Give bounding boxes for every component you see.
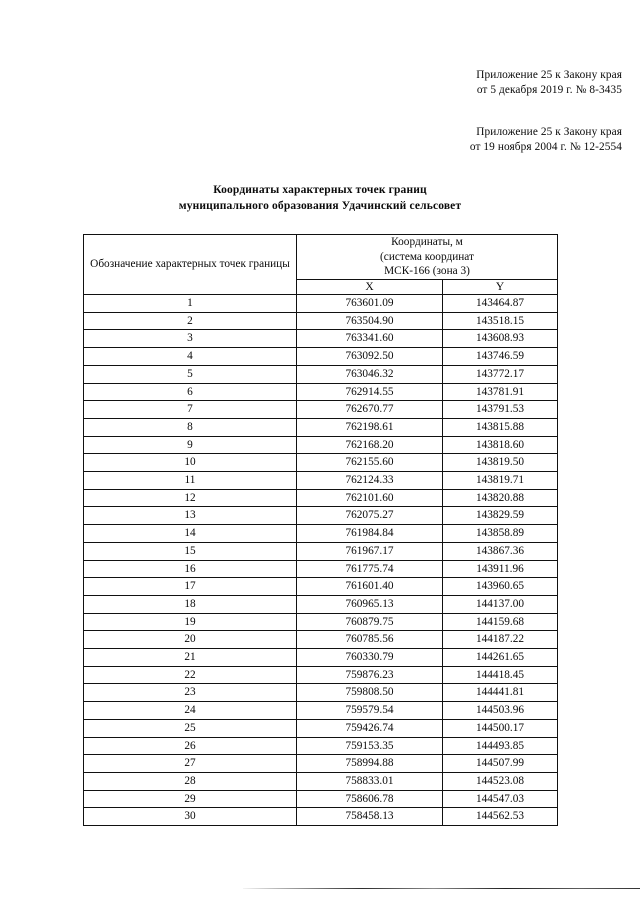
- cell-coordinate-y: 144493.85: [443, 737, 558, 755]
- cell-coordinate-x: 762155.60: [297, 454, 443, 472]
- cell-coordinate-x: 759579.54: [297, 702, 443, 720]
- cell-point-number: 29: [84, 790, 297, 808]
- header-point-label: [84, 235, 297, 295]
- table-row: [84, 330, 558, 348]
- cell-coordinate-y: 143818.60: [443, 436, 558, 454]
- cell-coordinate-y: 143820.88: [443, 489, 558, 507]
- cell-point-number: 7: [84, 401, 297, 419]
- table-row: [84, 436, 558, 454]
- cell-coordinate-x: 760965.13: [297, 595, 443, 613]
- cell-coordinate-x: 761775.74: [297, 560, 443, 578]
- appendix-2004-line1: Приложение 25 к Закону края: [476, 126, 622, 138]
- cell-coordinate-y: 143608.93: [443, 330, 558, 348]
- table-row: [84, 613, 558, 631]
- page-title: [0, 183, 640, 214]
- cell-point-number: 11: [84, 472, 297, 490]
- cell-coordinate-x: 761984.84: [297, 525, 443, 543]
- table-row: [84, 348, 558, 366]
- cell-coordinate-x: 759808.50: [297, 684, 443, 702]
- cell-point-number: 18: [84, 595, 297, 613]
- cell-coordinate-y: 143791.53: [443, 401, 558, 419]
- cell-point-number: 6: [84, 383, 297, 401]
- cell-coordinate-y: 143464.87: [443, 295, 558, 313]
- table-row: [84, 719, 558, 737]
- cell-coordinate-x: 762168.20: [297, 436, 443, 454]
- cell-coordinate-x: 759153.35: [297, 737, 443, 755]
- cell-coordinate-x: 761967.17: [297, 542, 443, 560]
- table-row: [84, 472, 558, 490]
- cell-coordinate-x: 762101.60: [297, 489, 443, 507]
- cell-point-number: 28: [84, 772, 297, 790]
- cell-coordinate-x: 758833.01: [297, 772, 443, 790]
- cell-point-number: 5: [84, 365, 297, 383]
- table-row: [84, 542, 558, 560]
- cell-coordinate-y: 143858.89: [443, 525, 558, 543]
- cell-coordinate-x: 763092.50: [297, 348, 443, 366]
- cell-coordinate-x: 761601.40: [297, 578, 443, 596]
- cell-coordinate-x: 760879.75: [297, 613, 443, 631]
- cell-coordinate-y: 143815.88: [443, 418, 558, 436]
- cell-coordinate-y: 144137.00: [443, 595, 558, 613]
- cell-coordinate-x: 758994.88: [297, 755, 443, 773]
- table-row: [84, 383, 558, 401]
- cell-coordinate-x: 763046.32: [297, 365, 443, 383]
- table-row: [84, 631, 558, 649]
- cell-coordinate-y: 143829.59: [443, 507, 558, 525]
- coordinates-table-wrapper: [83, 234, 557, 826]
- table-row: [84, 649, 558, 667]
- cell-coordinate-x: 758606.78: [297, 790, 443, 808]
- cell-point-number: 22: [84, 666, 297, 684]
- table-row: [84, 666, 558, 684]
- cell-coordinate-y: 144503.96: [443, 702, 558, 720]
- cell-point-number: 10: [84, 454, 297, 472]
- cell-point-number: 8: [84, 418, 297, 436]
- cell-point-number: 19: [84, 613, 297, 631]
- table-row: [84, 454, 558, 472]
- cell-coordinate-y: 143819.71: [443, 472, 558, 490]
- table-row: [84, 489, 558, 507]
- cell-coordinate-x: 763504.90: [297, 312, 443, 330]
- cell-coordinate-y: 144547.03: [443, 790, 558, 808]
- header-column-x: X: [297, 280, 443, 295]
- coordinates-table: [83, 234, 558, 826]
- cell-coordinate-x: 760330.79: [297, 649, 443, 667]
- cell-point-number: 4: [84, 348, 297, 366]
- cell-point-number: 15: [84, 542, 297, 560]
- cell-coordinate-x: 763341.60: [297, 330, 443, 348]
- cell-coordinate-y: 144418.45: [443, 666, 558, 684]
- table-row: [84, 560, 558, 578]
- scan-artifact-line: [243, 888, 640, 889]
- cell-point-number: 27: [84, 755, 297, 773]
- appendix-2004-line2: от 19 ноября 2004 г. № 12-2554: [469, 141, 622, 153]
- cell-point-number: 17: [84, 578, 297, 596]
- cell-point-number: 16: [84, 560, 297, 578]
- cell-coordinate-y: 144507.99: [443, 755, 558, 773]
- page-title-line1: Координаты характерных точек границ: [213, 184, 427, 196]
- table-row: [84, 755, 558, 773]
- appendix-reference-2019: [476, 68, 622, 98]
- cell-point-number: 21: [84, 649, 297, 667]
- table-row: [84, 772, 558, 790]
- table-row: [84, 702, 558, 720]
- cell-coordinate-y: 143746.59: [443, 348, 558, 366]
- cell-coordinate-y: 143772.17: [443, 365, 558, 383]
- cell-coordinate-x: 759426.74: [297, 719, 443, 737]
- cell-coordinate-x: 759876.23: [297, 666, 443, 684]
- cell-coordinate-x: 763601.09: [297, 295, 443, 313]
- appendix-2019-line2: от 5 декабря 2019 г. № 8-3435: [476, 84, 622, 96]
- cell-point-number: 1: [84, 295, 297, 313]
- table-row: [84, 507, 558, 525]
- cell-coordinate-y: 144523.08: [443, 772, 558, 790]
- table-row: [84, 578, 558, 596]
- cell-coordinate-y: 144261.65: [443, 649, 558, 667]
- cell-coordinate-x: 762124.33: [297, 472, 443, 490]
- cell-coordinate-y: 143781.91: [443, 383, 558, 401]
- cell-coordinate-y: 143518.15: [443, 312, 558, 330]
- header-point-label-line2: точек границы: [219, 258, 290, 270]
- cell-coordinate-x: 762075.27: [297, 507, 443, 525]
- cell-point-number: 14: [84, 525, 297, 543]
- cell-coordinate-x: 762198.61: [297, 418, 443, 436]
- table-row: [84, 808, 558, 826]
- cell-point-number: 2: [84, 312, 297, 330]
- table-row: [84, 737, 558, 755]
- table-row: [84, 684, 558, 702]
- table-row: [84, 295, 558, 313]
- table-row: [84, 418, 558, 436]
- cell-coordinate-y: 144159.68: [443, 613, 558, 631]
- cell-point-number: 23: [84, 684, 297, 702]
- table-row: [84, 525, 558, 543]
- table-row: [84, 365, 558, 383]
- cell-point-number: 9: [84, 436, 297, 454]
- cell-coordinate-x: 758458.13: [297, 808, 443, 826]
- table-row: [84, 790, 558, 808]
- cell-coordinate-y: 144500.17: [443, 719, 558, 737]
- cell-coordinate-x: 760785.56: [297, 631, 443, 649]
- cell-point-number: 24: [84, 702, 297, 720]
- cell-point-number: 26: [84, 737, 297, 755]
- cell-coordinate-y: 143819.50: [443, 454, 558, 472]
- cell-coordinate-y: 144441.81: [443, 684, 558, 702]
- cell-coordinate-y: 144562.53: [443, 808, 558, 826]
- cell-point-number: 20: [84, 631, 297, 649]
- page-title-line2: муниципального образования Удачинский сельсовет: [178, 199, 462, 212]
- cell-point-number: 13: [84, 507, 297, 525]
- appendix-2019-line1: Приложение 25 к Закону края: [476, 69, 622, 81]
- table-row: [84, 401, 558, 419]
- cell-coordinate-x: 762670.77: [297, 401, 443, 419]
- cell-point-number: 30: [84, 808, 297, 826]
- header-column-y: Y: [443, 280, 558, 295]
- appendix-reference-2004: [470, 125, 622, 155]
- cell-coordinate-y: 143867.36: [443, 542, 558, 560]
- table-body: [84, 295, 558, 826]
- cell-point-number: 25: [84, 719, 297, 737]
- cell-coordinate-y: 144187.22: [443, 631, 558, 649]
- header-coordinates-line3: МСК-166 (зона 3): [384, 265, 470, 278]
- header-coordinates-line2: (система координат: [380, 250, 474, 263]
- cell-coordinate-y: 143960.65: [443, 578, 558, 596]
- table-row: [84, 312, 558, 330]
- table-row: [84, 595, 558, 613]
- table-header: [84, 235, 558, 295]
- table-header-row-1: [84, 235, 558, 280]
- cell-point-number: 12: [84, 489, 297, 507]
- header-coordinates: [297, 235, 558, 280]
- cell-coordinate-y: 143911.96: [443, 560, 558, 578]
- header-point-label-line1: Обозначение характерных: [90, 258, 217, 270]
- cell-coordinate-x: 762914.55: [297, 383, 443, 401]
- cell-point-number: 3: [84, 330, 297, 348]
- header-coordinates-line1: Координаты, м: [391, 236, 463, 249]
